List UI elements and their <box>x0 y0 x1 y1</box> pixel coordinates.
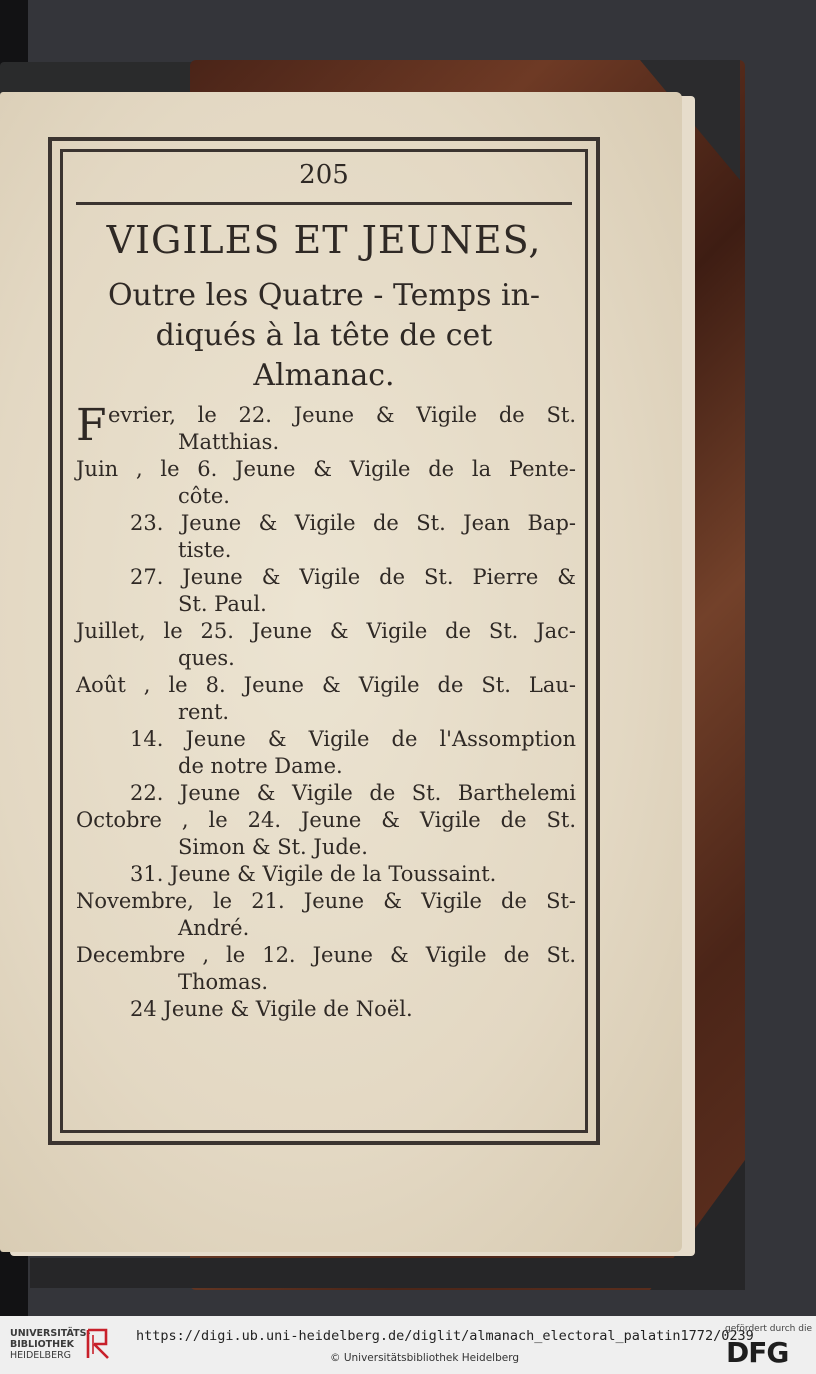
list-item: 14. Jeune & Vigile de l'Assomption <box>130 727 576 751</box>
list-item: Novembre, le 21. Jeune & Vigile de St- <box>76 889 576 913</box>
permalink-url[interactable]: https://digi.ub.uni-heidelberg.de/diglit/almanach_electoral_palatin1772/0239 <box>136 1328 754 1344</box>
list-item: Decembre , le 12. Jeune & Vigile de St. <box>76 943 576 967</box>
viewer-footer <box>0 1316 816 1374</box>
subtitle-line: diqués à la tête de cet <box>155 318 493 353</box>
list-item: Thomas. <box>178 970 269 994</box>
list-item: Matthias. <box>178 430 280 454</box>
ub-logo-mark-icon <box>84 1326 112 1362</box>
list-item: Août , le 8. Jeune & Vigile de St. Lau- <box>76 673 576 697</box>
dfg-logo[interactable]: DFG <box>726 1336 789 1369</box>
subtitle-line: Almanac. <box>253 358 395 393</box>
logo-text-line: HEIDELBERG <box>10 1350 72 1361</box>
logo-text-line: UNIVERSITÄTS- <box>10 1328 91 1339</box>
ub-heidelberg-logo[interactable] <box>10 1328 90 1361</box>
list-item: 22. Jeune & Vigile de St. Barthelemi <box>130 781 576 805</box>
page-number: 205 <box>299 160 349 190</box>
list-item: André. <box>178 916 250 940</box>
funding-label: gefördert durch die <box>725 1324 812 1334</box>
vigil-list <box>76 402 576 1023</box>
list-item: St. Paul. <box>178 592 267 616</box>
list-item: de notre Dame. <box>178 754 343 778</box>
list-item: tiste. <box>178 538 232 562</box>
list-item: ques. <box>178 646 235 670</box>
page-title: VIGILES ET JEUNES, <box>106 218 542 262</box>
list-item: Juin , le 6. Jeune & Vigile de la Pente- <box>76 457 576 481</box>
list-item: 24 Jeune & Vigile de Noël. <box>130 997 413 1021</box>
drop-cap: F <box>76 400 107 451</box>
list-item: rent. <box>178 700 230 724</box>
page-subtitle <box>76 276 572 396</box>
list-item: 31. Jeune & Vigile de la Toussaint. <box>130 862 497 886</box>
list-item: Octobre , le 24. Jeune & Vigile de St. <box>76 808 576 832</box>
logo-text-line: BIBLIOTHEK <box>10 1339 74 1350</box>
book-board-bottom <box>30 1258 740 1288</box>
list-item: côte. <box>178 484 230 508</box>
list-item: Simon & St. Jude. <box>178 835 368 859</box>
list-item: 27. Jeune & Vigile de St. Pierre & <box>130 565 576 589</box>
subtitle-line: Outre les Quatre - Temps in- <box>107 278 541 313</box>
list-item: 23. Jeune & Vigile de St. Jean Bap- <box>130 511 576 535</box>
list-item: Juillet, le 25. Jeune & Vigile de St. Jac- <box>76 619 576 643</box>
copyright-notice: © Universitätsbibliothek Heidelberg <box>330 1352 520 1364</box>
header-rule <box>76 202 572 205</box>
list-item-text: evrier, le 22. Jeune & Vigile de St. <box>108 403 576 427</box>
